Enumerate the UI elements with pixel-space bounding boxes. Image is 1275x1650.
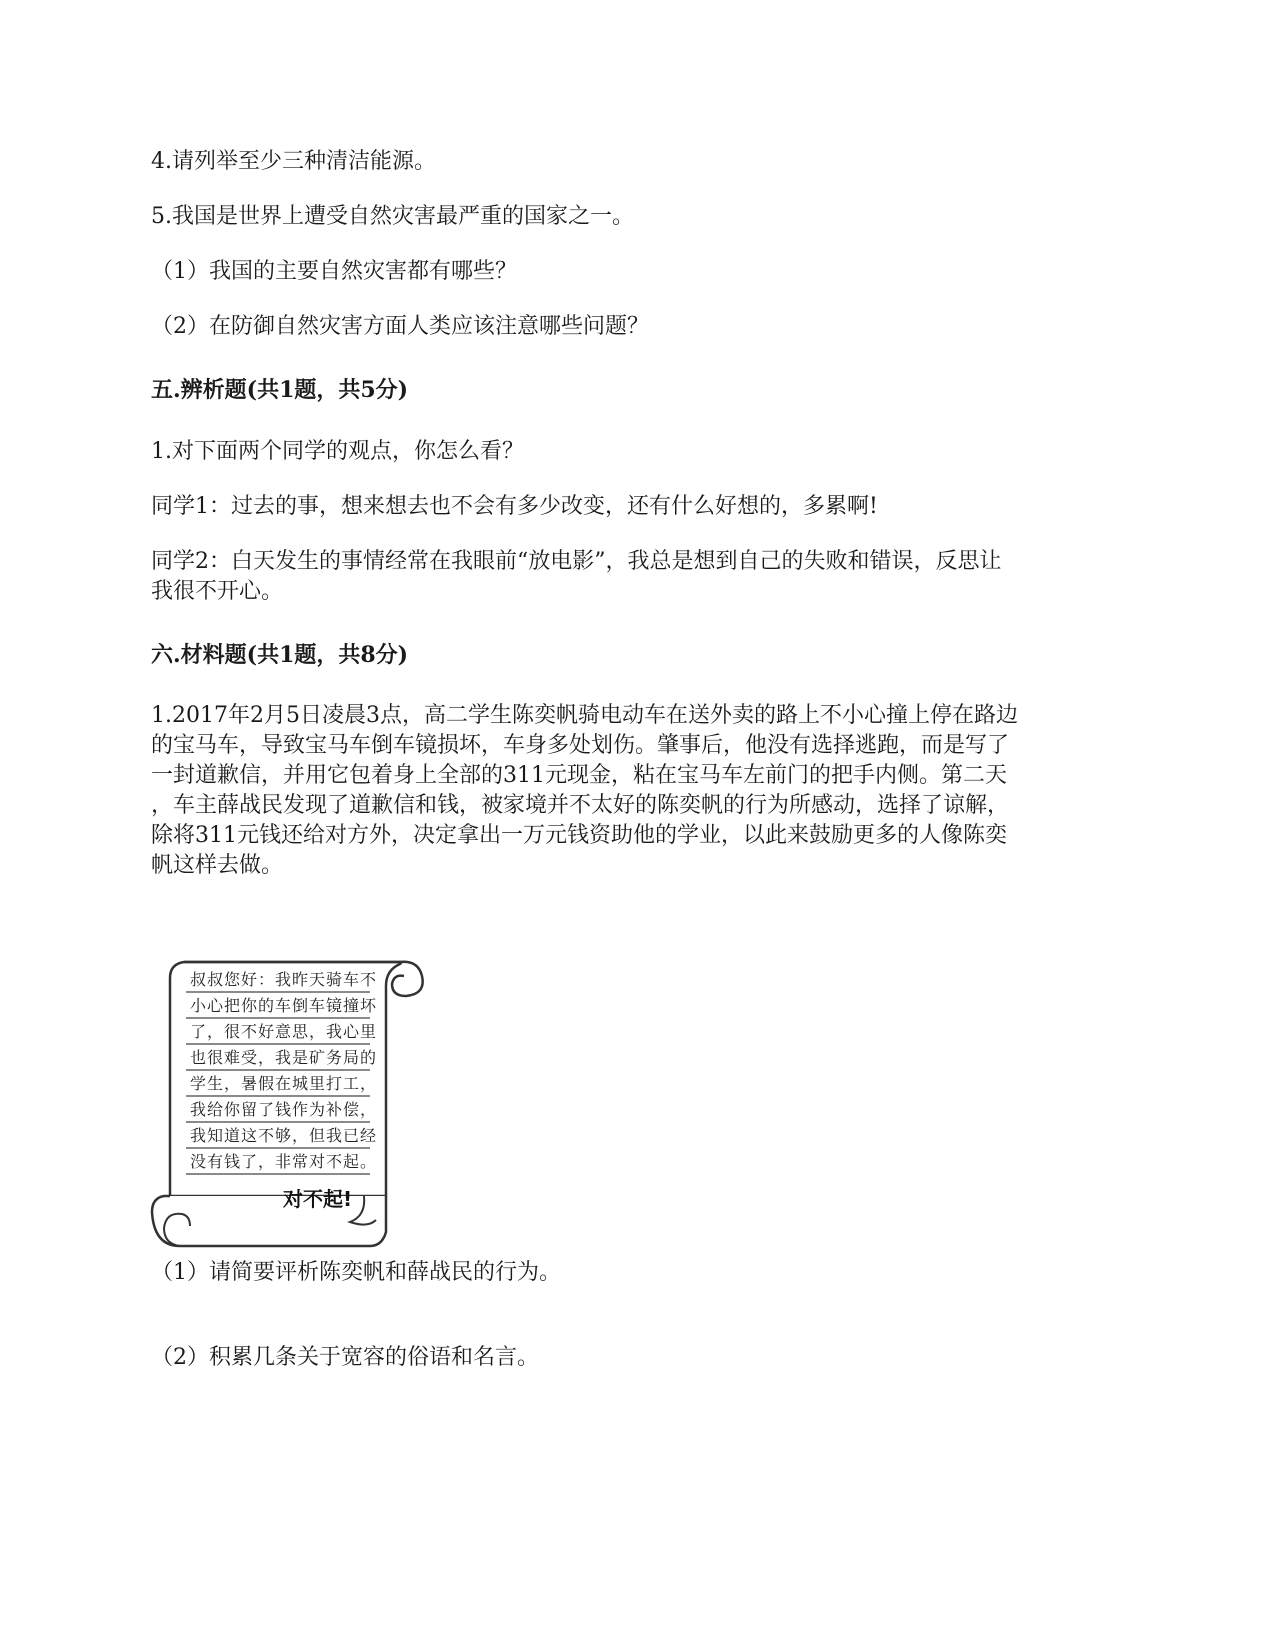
student-2-opinion-line-1: 同学2：白天发生的事情经常在我眼前“放电影”，我总是想到自己的失败和错误，反思让 [151, 549, 1002, 574]
section-6-sub-1: （1）请简要评析陈奕帆和薛战民的行为。 [151, 1260, 561, 1285]
question-5-sub-2: （2）在防御自然灾害方面人类应该注意哪些问题？ [151, 314, 649, 339]
section-6-sub-2: （2）积累几条关于宽容的俗语和名言。 [151, 1345, 539, 1370]
section-6-heading: 六.材料题(共1题，共8分) [151, 642, 409, 668]
material-line: 帆这样去做。 [151, 853, 284, 878]
student-1-opinion: 同学1：过去的事，想来想去也不会有多少改变，还有什么好想的，多累啊! [151, 494, 878, 519]
section-5-heading: 五.辨析题(共1题，共5分) [151, 377, 409, 403]
material-line: 的宝马车，导致宝马车倒车镜损坏，车身多处划伤。肇事后，他没有选择逃跑，而是写了 [151, 733, 1010, 758]
material-line: 1.2017年2月5日凌晨3点，高二学生陈奕帆骑电动车在送外卖的路上不小心撞上停在路边 [151, 703, 1018, 728]
material-line: 一封道歉信，并用它包着身上全部的311元现金，粘在宝马车左前门的把手内侧。第二天 [151, 763, 1007, 788]
material-line: ，车主薛战民发现了道歉信和钱，被家境并不太好的陈奕帆的行为所感动，选择了谅解， [151, 793, 1010, 818]
question-5: 5.我国是世界上遭受自然灾害最严重的国家之一。 [151, 204, 634, 229]
letter-signature: 对不起! [283, 1187, 353, 1211]
letter-line: 小心把你的车倒车镜撞坏 [190, 996, 378, 1015]
letter-line: 没有钱了，非常对不起。 [190, 1152, 378, 1171]
student-2-opinion-line-2: 我很不开心。 [151, 579, 284, 604]
material-line: 除将311元钱还给对方外，决定拿出一万元钱资助他的学业，以此来鼓励更多的人像陈奕 [151, 823, 1007, 848]
letter-line: 我给你留了钱作为补偿， [190, 1100, 378, 1119]
question-5-sub-1: （1）我国的主要自然灾害都有哪些？ [151, 259, 517, 284]
section-5-question-1: 1.对下面两个同学的观点，你怎么看？ [151, 439, 524, 464]
letter-line: 我知道这不够，但我已经 [190, 1126, 378, 1145]
apology-letter-scroll-image [150, 946, 442, 1258]
letter-line: 了，很不好意思，我心里 [190, 1022, 378, 1041]
letter-line: 也很难受，我是矿务局的 [190, 1048, 378, 1067]
letter-line: 叔叔您好：我昨天骑车不 [190, 970, 378, 989]
letter-line: 学生，暑假在城里打工， [190, 1074, 378, 1093]
question-4: 4.请列举至少三种清洁能源。 [151, 149, 436, 174]
